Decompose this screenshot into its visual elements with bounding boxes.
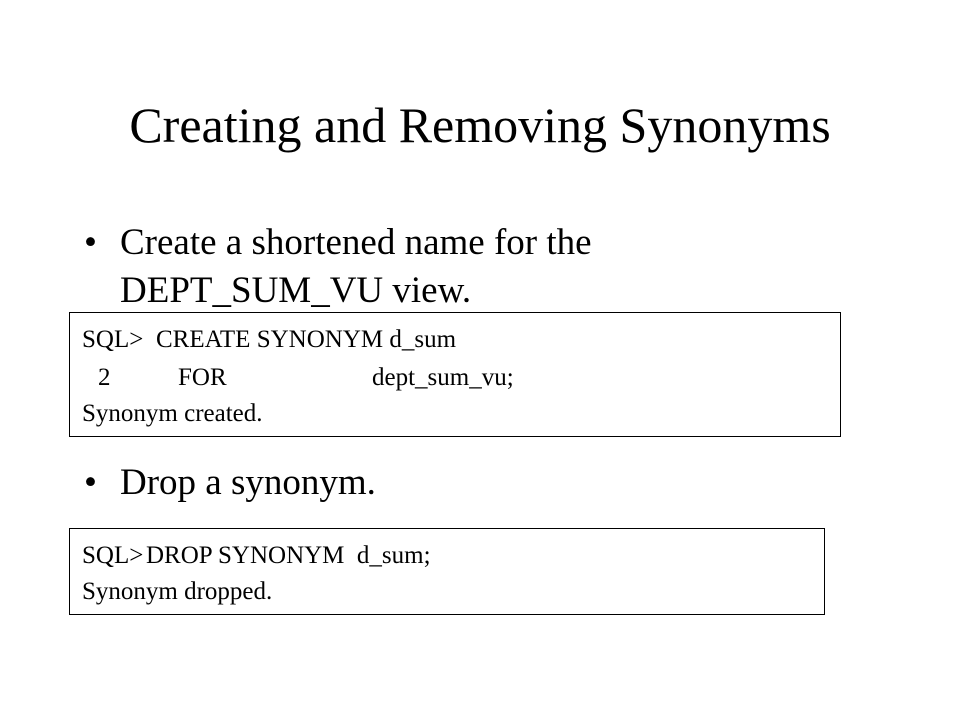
drop-result: Synonym dropped.	[82, 578, 273, 605]
sql-prompt: SQL>	[82, 326, 144, 353]
bullet-drop	[84, 458, 844, 508]
slide-title: Creating and Removing Synonyms	[129, 97, 831, 153]
for-keyword: FOR	[178, 364, 227, 391]
bullet-create-line2: DEPT_SUM_VU view.	[120, 270, 472, 311]
create-result: Synonym created.	[82, 400, 263, 427]
create-synonym-code-box	[69, 312, 841, 437]
bullet-drop-line1: Drop a synonym.	[120, 462, 376, 503]
object-name: dept_sum_vu;	[372, 364, 514, 391]
bullet-create	[84, 218, 844, 318]
bullet-dot: •	[84, 222, 97, 263]
bullet-dot: •	[84, 462, 97, 503]
sql-prompt: SQL>	[82, 542, 144, 569]
line-number: 2	[98, 364, 111, 391]
create-statement: CREATE SYNONYM d_sum	[156, 326, 457, 353]
drop-synonym-code-box	[69, 528, 825, 615]
bullet-create-line1: Create a shortened name for the	[120, 222, 592, 263]
drop-statement: DROP SYNONYM d_sum;	[146, 542, 431, 569]
